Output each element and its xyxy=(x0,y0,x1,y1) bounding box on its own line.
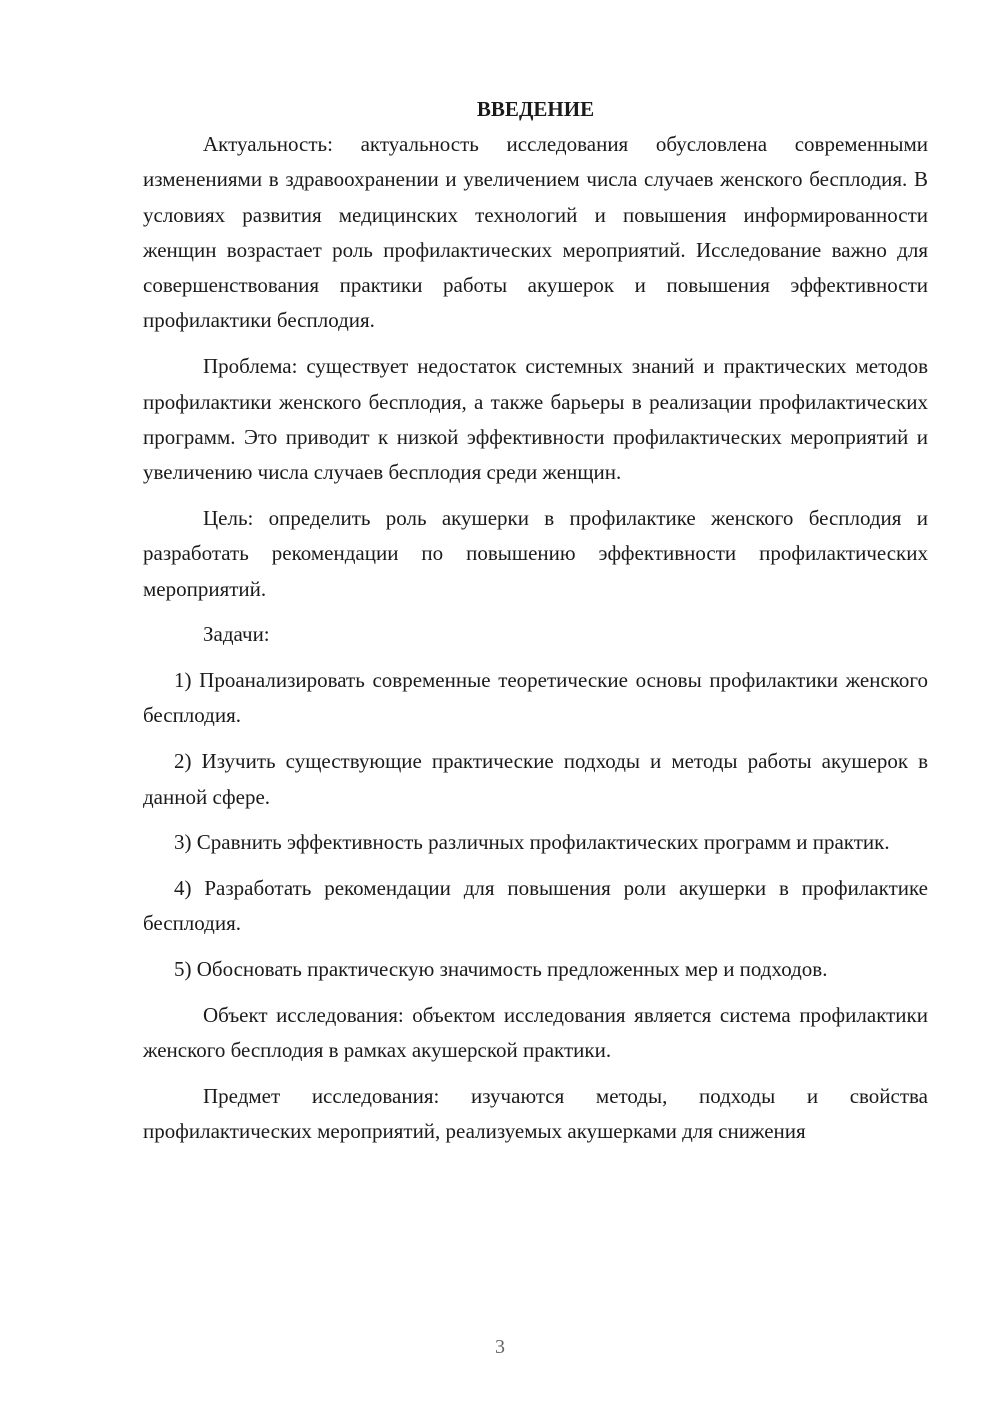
task-item-2: 2) Изучить существующие практические подходы и методы работы акушерок в данной сфере. xyxy=(143,749,928,809)
task-item-3: 3) Сравнить эффективность различных профилактических программ и практик. xyxy=(174,830,890,855)
paragraph-subject: Предмет исследования: изучаются методы, подходы и свойства профилактических мероприятий, реализуемых акушерками для снижения xyxy=(143,1084,928,1144)
task-item-1: 1) Проанализировать современные теоретические основы профилактики женского бесплодия. xyxy=(143,668,928,728)
task-item-5: 5) Обосновать практическую значимость предложенных мер и подходов. xyxy=(174,957,828,982)
page-number: 3 xyxy=(495,1336,505,1358)
section-title: ВВЕДЕНИЕ xyxy=(476,97,595,121)
paragraph-relevance: Актуальность: актуальность исследования обусловлена современными изменениями в здравоохранении и увеличением числа случаев женского бесплодия. В условиях развития медицинских технологий и повышения информированности женщин возрастает роль профилактических мероприятий. Исследование важно для совершенствования практики работы акушерок и повышения эффективности профилактики бесплодия. xyxy=(143,132,928,333)
task-item-4: 4) Разработать рекомендации для повышения роли акушерки в профилактике бесплодия. xyxy=(143,876,928,936)
paragraph-object: Объект исследования: объектом исследования является система профилактики женского бесплодия в рамках акушерской практики. xyxy=(143,1003,928,1063)
paragraph-goal: Цель: определить роль акушерки в профилактике женского бесплодия и разработать рекомендации по повышению эффективности профилактических мероприятий. xyxy=(143,505,928,601)
paragraph-tasks-label: Задачи: xyxy=(203,622,270,647)
paragraph-problem: Проблема: существует недостаток системных знаний и практических методов профилактики женского бесплодия, а также барьеры в реализации профилактических программ. Это приводит к низкой эффективности профилактических мероприятий и увеличению числа случаев бесплодия среди женщин. xyxy=(143,354,928,485)
document-page xyxy=(143,92,928,1160)
